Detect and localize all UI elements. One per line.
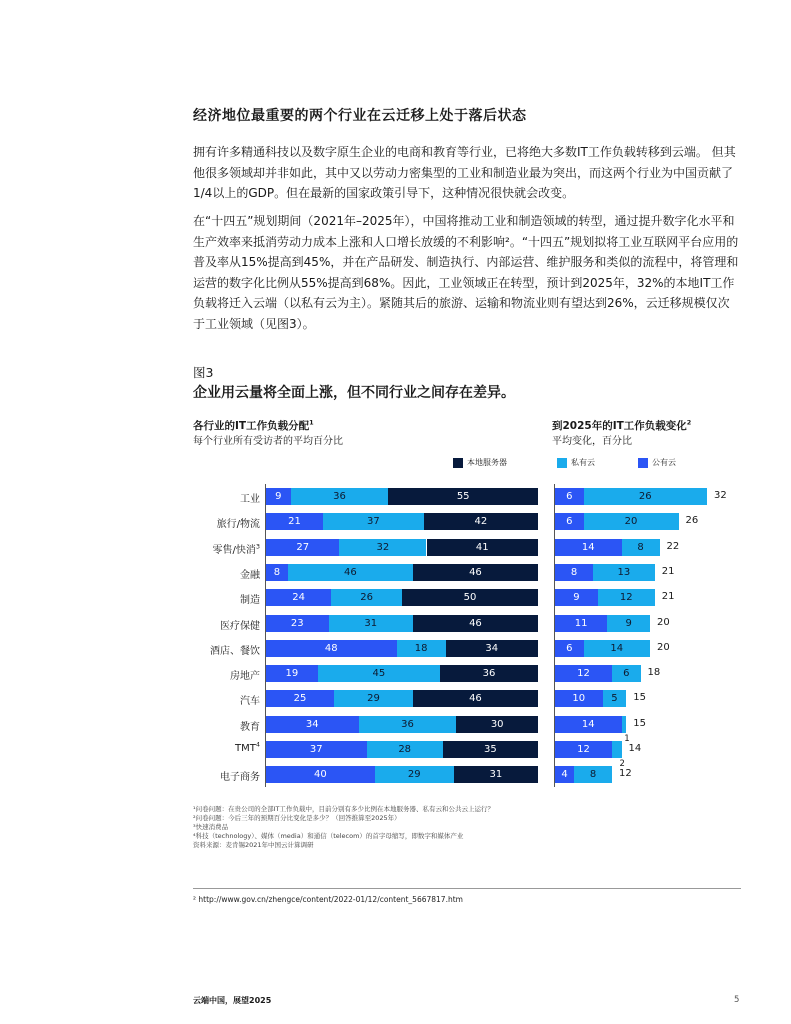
- left-bar-on-prem: 36: [440, 665, 538, 682]
- page-number: 5: [734, 995, 740, 1005]
- right-bar-total: 14: [628, 743, 642, 754]
- right-bar-private: [622, 716, 627, 733]
- footnote-1: ¹问卷问题：在贵公司的全部IT工作负载中，目前分别有多少比例在本地服务器、私有云和公共云上运行？: [193, 805, 494, 813]
- right-bar-public: 6: [555, 513, 584, 530]
- paragraph-1: 拥有许多精通科技以及数字原生企业的电商和教育等行业，已将绝大多数IT工作负载转移到云端。 但其他很多领域却并非如此，其中又以劳动力密集型的工业和制造业最为突出，而这两个行业为中国贡献了1/4以上的GDP。但在最新的国家政策引导下，这种情况很快就会改变。: [193, 145, 736, 200]
- left-bar-on-prem: 42: [424, 513, 538, 530]
- category-label: 制造: [240, 595, 260, 607]
- category-label: 电子商务: [220, 772, 260, 784]
- category-label: 医疗保健: [220, 620, 260, 632]
- left-bar-on-prem: 31: [454, 766, 538, 783]
- category-label: TMT$^4$: [235, 740, 260, 754]
- right-bar-small-value: 2: [619, 759, 625, 769]
- right-bar-private: 8: [574, 766, 612, 783]
- right-bar-public: 6: [555, 488, 584, 505]
- left-bar-public: 8: [266, 564, 288, 581]
- left-bar-public: 21: [266, 513, 323, 530]
- right-bar-public: 14: [555, 716, 622, 733]
- right-bar-private: 9: [607, 615, 650, 632]
- right-bar-private: 26: [584, 488, 708, 505]
- right-bar-public: 8: [555, 564, 593, 581]
- figure-label: 图3: [193, 365, 214, 380]
- left-bar-private: 45: [318, 665, 440, 682]
- right-bar-private: 13: [593, 564, 655, 581]
- left-bar-on-prem: 55: [388, 488, 538, 505]
- right-chart-subtitle: 平均变化，百分比: [552, 436, 632, 447]
- legend-swatch-on-prem: [453, 458, 463, 468]
- right-bar-public: 9: [555, 589, 598, 606]
- right-bar-private: 14: [584, 640, 651, 657]
- right-bar-total: 20: [657, 641, 670, 653]
- left-bar-private: 31: [329, 615, 413, 632]
- legend-swatch-private: [557, 458, 567, 468]
- left-bar-private: 18: [397, 640, 446, 657]
- left-bar-private: 29: [375, 766, 454, 783]
- left-bar-public: 25: [266, 690, 334, 707]
- left-bar-on-prem: 46: [413, 690, 538, 707]
- right-bar-public: 10: [555, 690, 603, 707]
- legend-public: 公有云: [638, 457, 676, 468]
- right-bar-public: 6: [555, 640, 584, 657]
- right-bar-public: 12: [555, 741, 612, 758]
- footnote-divider: [193, 888, 741, 889]
- category-label: 汽车: [240, 696, 260, 708]
- left-bar-public: 23: [266, 615, 329, 632]
- right-bar-public: 11: [555, 615, 607, 632]
- left-bar-public: 37: [266, 741, 367, 758]
- category-label: 教育: [240, 721, 260, 733]
- left-bar-on-prem: 35: [443, 741, 538, 758]
- footer-report-title: 云端中国，展望2025: [193, 996, 272, 1005]
- left-bar-private: 29: [334, 690, 413, 707]
- left-bar-public: 9: [266, 488, 291, 505]
- category-label: 工业: [240, 494, 260, 505]
- left-bar-public: 19: [266, 665, 318, 682]
- source-note: 资料来源：麦肯锡2021年中国云计算调研: [193, 841, 314, 849]
- left-bar-public: 40: [266, 766, 375, 783]
- right-bar-public: 12: [555, 665, 612, 682]
- left-bar-on-prem: 50: [402, 589, 538, 606]
- left-bar-private: 46: [288, 564, 413, 581]
- right-bar-private: 12: [598, 589, 655, 606]
- left-bar-on-prem: 41: [427, 539, 539, 556]
- category-label: 旅行/物流: [216, 519, 260, 531]
- category-footnote-mark: 3: [255, 542, 260, 551]
- right-bar-private: 20: [584, 513, 679, 530]
- left-chart-subtitle: 每个行业所有受访者的平均百分比: [193, 436, 343, 447]
- right-bar-total: 20: [657, 616, 670, 628]
- footnote-2: ²问卷问题：今后三年的预期百分比变化是多少？（回答推算至2025年）: [193, 814, 401, 822]
- right-bar-total: 18: [647, 667, 661, 679]
- left-bar-public: 27: [266, 539, 339, 556]
- left-bar-private: 32: [339, 539, 426, 556]
- category-label: 酒店、餐饮: [210, 645, 260, 657]
- right-bar-total: 15: [633, 717, 647, 729]
- left-bar-public: 24: [266, 589, 331, 606]
- figure-title: 企业用云量将全面上涨，但不同行业之间存在差异。: [193, 385, 515, 401]
- right-bar-total: 21: [661, 591, 675, 603]
- paragraph-2: 在“十四五”规划期间（2021年–2025年），中国将推动工业和制造领域的转型，通过提升数字化水平和生产效率来抵消劳动力成本上涨和人口增长放缓的不利影响²。“十四五”规划拟将工业互联网平台应用的普及率从15%提高到45%，并在产品研发、制造执行、内部运营、维护服务和类似的流程中，将管理和运营的数字化比例从55%提高到68%。因此，工业领域正在转型，预计到2025年，32%的本地IT工作负载将迁入云端（以私有云为主）。紧随其后的旅游、运输和物流业则有望达到26%，云迁移规模仅次于工业领域（见图3）。: [193, 214, 739, 331]
- category-footnote-mark: 4: [255, 740, 260, 749]
- footnote-3: ³快速消费品: [193, 823, 229, 831]
- right-bar-total: 21: [661, 565, 675, 577]
- right-bar-private: 6: [612, 665, 641, 682]
- legend-on-prem: 本地服务器: [453, 457, 507, 468]
- right-bar-total: 22: [666, 540, 680, 552]
- left-bar-private: 36: [359, 716, 457, 733]
- legend-private: 私有云: [557, 457, 595, 468]
- left-bar-private: 36: [291, 488, 389, 505]
- right-bar-total: 12: [619, 768, 632, 780]
- right-bar-public: 14: [555, 539, 622, 556]
- left-chart-title: 各行业的IT工作负载分配$^1$: [193, 418, 314, 432]
- left-bar-on-prem: 30: [456, 716, 538, 733]
- left-bar-on-prem: 34: [446, 640, 539, 657]
- category-label: 房地产: [230, 671, 260, 683]
- left-bar-public: 48: [266, 640, 397, 657]
- right-bar-total: 32: [714, 490, 727, 501]
- right-bar-small-value: 1: [624, 733, 630, 744]
- footnote-url: ² http://www.gov.cn/zhengce/content/2022-01/12/content_5667817.htm: [193, 895, 463, 904]
- category-label: 零售/快消$^3$: [212, 542, 260, 556]
- category-label: 金融: [240, 569, 260, 581]
- footnote-4: ⁴科技（technology）、媒体（media）和通信（telecom）的首字母缩写，即数字和媒体产业: [193, 832, 464, 840]
- left-bar-private: 26: [331, 589, 402, 606]
- right-bar-private: 5: [603, 690, 627, 707]
- right-bar-total: 26: [685, 515, 699, 527]
- section-title: 经济地位最重要的两个行业在云迁移上处于落后状态: [193, 108, 527, 124]
- right-bar-public: 4: [555, 766, 574, 783]
- left-bar-private: 37: [323, 513, 424, 530]
- left-bar-on-prem: 46: [413, 615, 538, 632]
- left-bar-private: 28: [367, 741, 443, 758]
- right-chart-title: 到2025年的IT工作负载变化$^2$: [552, 418, 692, 432]
- right-bar-total: 15: [633, 692, 647, 704]
- legend-swatch-public: [638, 458, 648, 468]
- left-bar-public: 34: [266, 716, 359, 733]
- right-bar-private: [612, 741, 622, 758]
- right-bar-private: 8: [622, 539, 660, 556]
- left-bar-on-prem: 46: [413, 564, 538, 581]
